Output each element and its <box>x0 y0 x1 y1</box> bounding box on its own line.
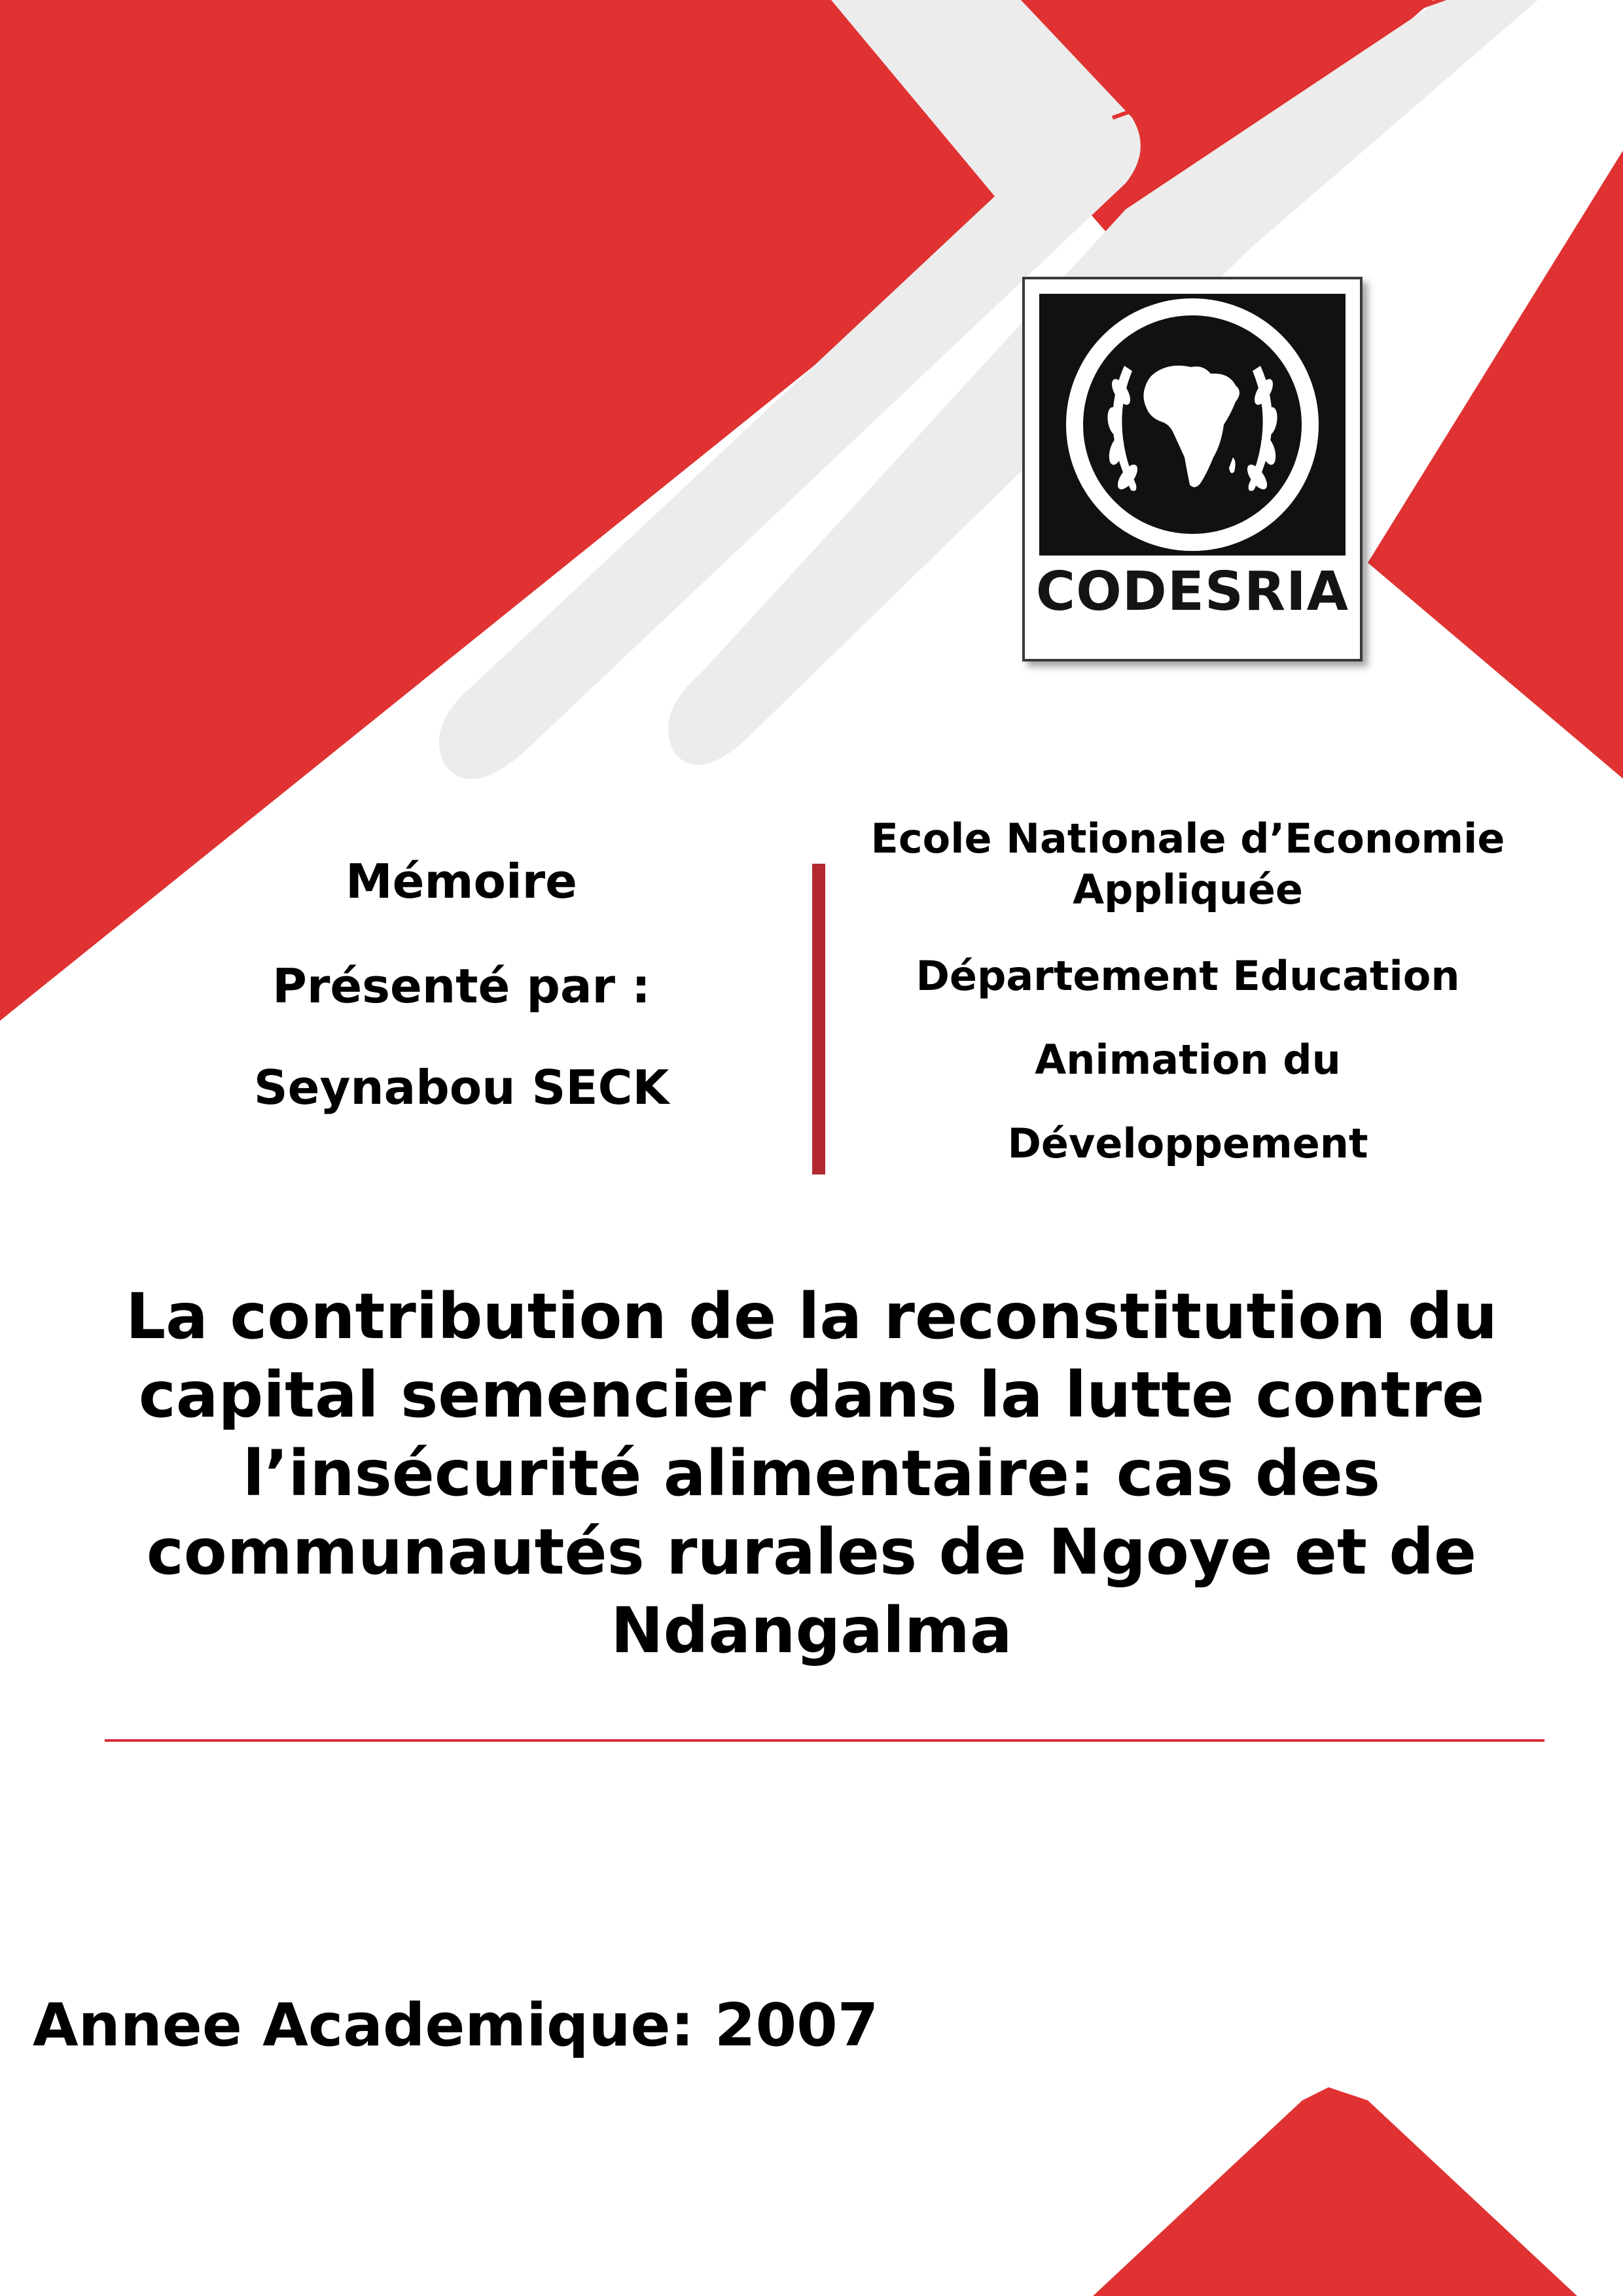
title-line: Ndangalma <box>611 1594 1012 1667</box>
title-line: La contribution de la reconstitution du <box>125 1280 1498 1353</box>
department-line-1: Département Education <box>916 952 1460 1000</box>
title-line: communautés rurales de Ngoye et de <box>146 1515 1477 1589</box>
logo-emblem <box>1039 294 1346 556</box>
department-line-3: Développement <box>1007 1120 1368 1167</box>
presented-by-label: Présenté par : <box>272 959 651 1014</box>
codesria-logo <box>1022 277 1363 662</box>
red-triangle-bottom <box>1093 2087 1577 2296</box>
logo-wordmark: CODESRIA <box>1035 561 1349 623</box>
thesis-title <box>85 1277 1538 1670</box>
horizontal-rule <box>105 1739 1544 1742</box>
institution-line-2: Appliquée <box>1073 866 1303 913</box>
africa-laurel-icon <box>1039 294 1346 556</box>
red-wedge-right <box>1368 150 1623 779</box>
institution-line-1: Ecole Nationale d’Economie <box>870 815 1505 862</box>
author-name: Seynabou SECK <box>253 1060 669 1115</box>
academic-year: Annee Academique: 2007 <box>33 1991 879 2060</box>
title-line: l’insécurité alimentaire: cas des <box>243 1437 1380 1510</box>
document-type: Mémoire <box>346 854 577 909</box>
title-line: capital semencier dans la lutte contre <box>138 1358 1485 1432</box>
vertical-divider <box>812 864 825 1174</box>
department-line-2: Animation du <box>1035 1036 1341 1084</box>
